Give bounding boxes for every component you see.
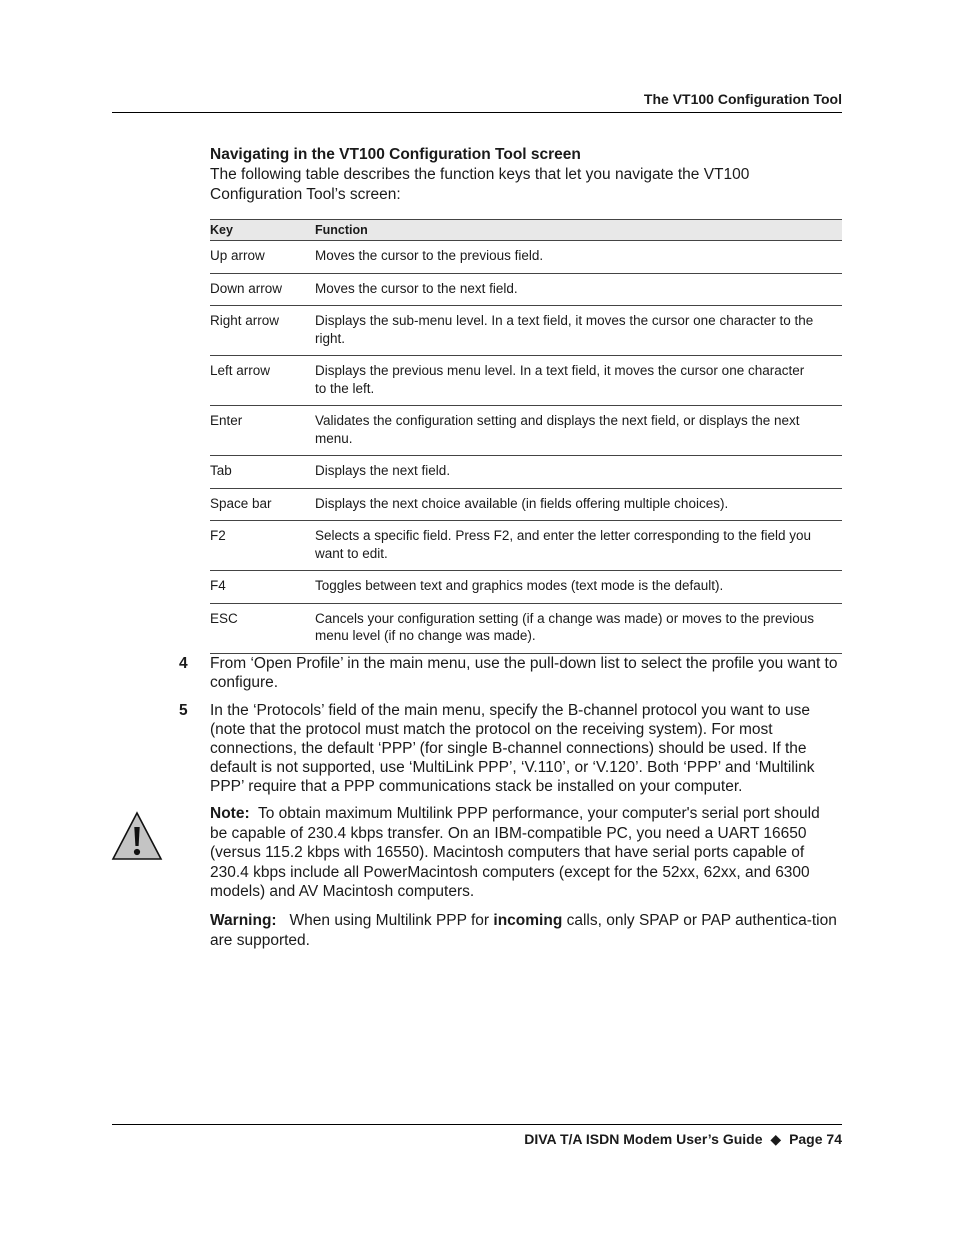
note-block	[210, 804, 840, 902]
table-row	[210, 241, 842, 274]
key-cell: F4	[210, 571, 315, 604]
key-cell: Enter	[210, 406, 315, 456]
key-cell: ESC	[210, 603, 315, 653]
warning-text-before: When using Multilink PPP for	[289, 912, 494, 929]
note-text: To obtain maximum Multilink PPP performance, your computer's serial port should be capable of 230.4 kbps transfer. On an IBM-compatible PC, you need a UART 16650 (versus 115.2 kbps with 16550). Macintosh computers that have serial ports capable of 230.4 kbps include all PowerMacintosh computers (except for the 52xx, 62xx, and 6300 models) and AV Macintosh computers.	[210, 805, 820, 900]
function-cell: Moves the cursor to the previous field.	[315, 241, 842, 274]
note-label: Note:	[210, 805, 250, 822]
page-number: Page 74	[789, 1131, 842, 1147]
warning-emphasis: incoming	[493, 912, 563, 929]
function-cell: Cancels your configuration setting (if a change was made) or moves to the previous menu level (if no change was made).	[315, 603, 842, 653]
table-row	[210, 306, 842, 356]
footer-guide-title: DIVA T/A ISDN Modem User’s Guide	[524, 1131, 763, 1147]
step-number: 4	[179, 655, 188, 672]
table-row	[210, 603, 842, 653]
step-text: From ‘Open Profile’ in the main menu, use the pull-down list to select the profile you want to configure.	[210, 655, 838, 691]
table-row	[210, 456, 842, 489]
table-row	[210, 406, 842, 456]
key-cell: F2	[210, 521, 315, 571]
table-row	[210, 571, 842, 604]
table-header-row	[210, 220, 842, 241]
key-cell: Left arrow	[210, 356, 315, 406]
key-cell: Tab	[210, 456, 315, 489]
function-cell: Toggles between text and graphics modes (text mode is the default).	[315, 571, 842, 604]
diamond-separator-icon: ◆	[770, 1131, 782, 1147]
header-rule	[112, 112, 842, 113]
function-cell: Moves the cursor to the next field.	[315, 273, 842, 306]
step-5	[179, 701, 839, 797]
step-4	[179, 654, 839, 694]
function-cell: Displays the sub-menu level. In a text field, it moves the cursor one character to the right.	[315, 306, 842, 356]
page-footer	[112, 1131, 842, 1148]
function-cell: Displays the next field.	[315, 456, 842, 489]
section-heading: Navigating in the VT100 Configuration Tool screen	[210, 146, 581, 163]
running-header: The VT100 Configuration Tool	[643, 91, 842, 107]
function-cell: Selects a specific field. Press F2, and enter the letter corresponding to the field you want to edit.	[315, 521, 842, 571]
step-text: In the ‘Protocols’ field of the main menu, specify the B-channel protocol you want to use (note that the protocol must match the protocol on the receiving system). For most connections, the default ‘PPP’ (for single B-channel connections) should be used. If the default is not supported, use ‘MultiLink PPP’, ‘V.110’, or ‘V.120’. Both ‘PPP’ and ‘Multilink PPP’ require that a PPP communications stack be installed on your computer.	[210, 702, 815, 795]
step-number: 5	[179, 702, 188, 719]
function-keys-table	[210, 219, 842, 654]
warning-text-after: calls, only SPAP or PAP authentica-tion are supported.	[210, 912, 837, 949]
table-row	[210, 521, 842, 571]
function-cell: Displays the previous menu level. In a text field, it moves the cursor one character to the left.	[315, 356, 842, 406]
table-row	[210, 273, 842, 306]
key-cell: Space bar	[210, 488, 315, 521]
function-cell: Displays the next choice available (in fields offering multiple choices).	[315, 488, 842, 521]
intro-paragraph: The following table describes the function keys that let you navigate the VT100 Configuration Tool’s screen:	[210, 166, 750, 203]
column-header-key: Key	[210, 220, 315, 241]
function-cell: Validates the configuration setting and displays the next field, or displays the next menu.	[315, 406, 842, 456]
warning-block	[210, 911, 840, 950]
table-row	[210, 356, 842, 406]
footer-rule	[112, 1124, 842, 1125]
column-header-function: Function	[315, 220, 842, 241]
table-row	[210, 488, 842, 521]
warning-triangle-icon	[111, 810, 163, 862]
warning-label: Warning:	[210, 912, 277, 929]
key-cell: Down arrow	[210, 273, 315, 306]
key-cell: Up arrow	[210, 241, 315, 274]
key-cell: Right arrow	[210, 306, 315, 356]
